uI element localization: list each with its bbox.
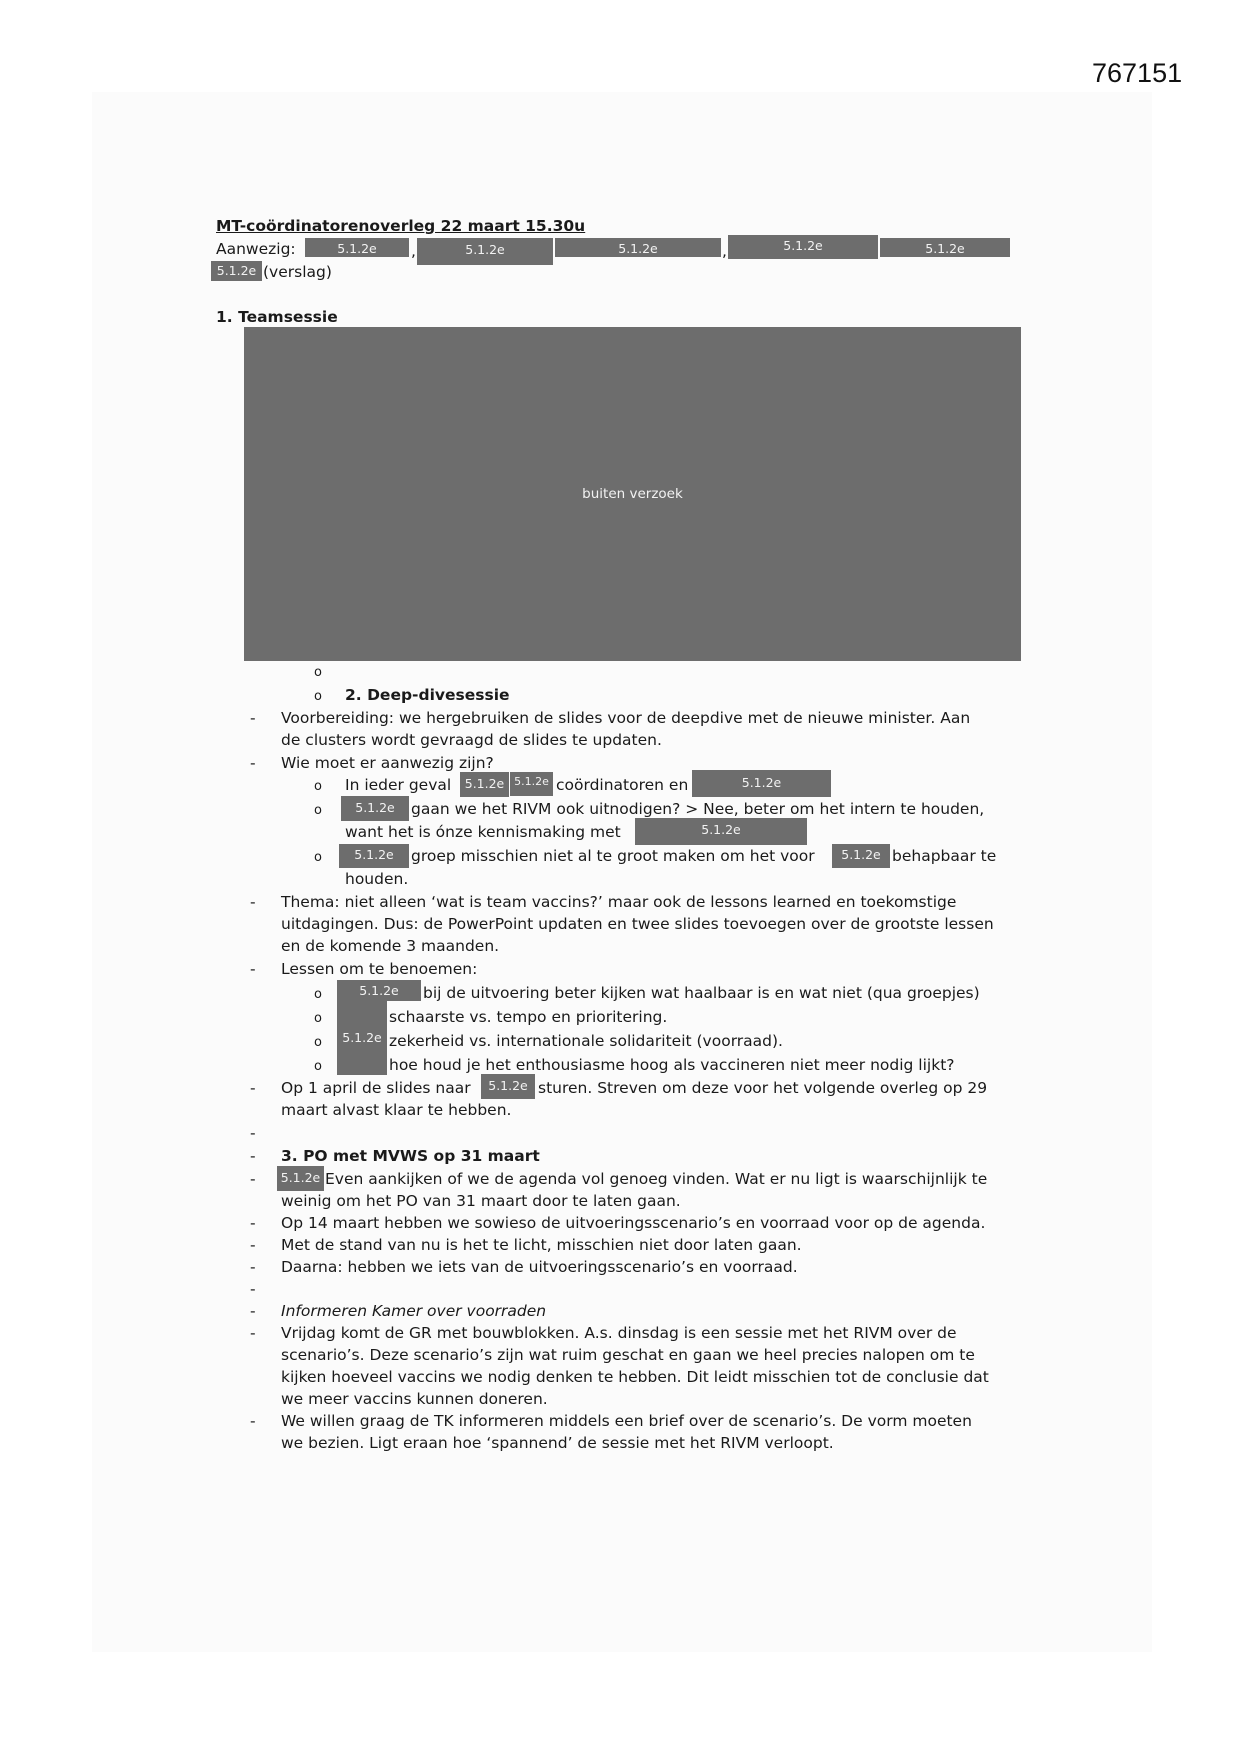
paragraph-line: Thema: niet alleen ‘wat is team vaccins?’ maar ook de lessons learned en toekomstige (281, 893, 957, 911)
verslag-label: (verslag) (263, 263, 332, 281)
dash-bullet: - (250, 1147, 256, 1165)
redaction-box: 5.1.2e (337, 980, 421, 1001)
circle-bullet: o (314, 850, 322, 865)
paragraph-line: coördinatoren en (556, 776, 689, 794)
paragraph-line: en de komende 3 maanden. (281, 937, 500, 955)
dash-bullet: - (250, 1124, 256, 1142)
circle-bullet: o (314, 689, 322, 704)
document-number: 767151 (1092, 58, 1183, 88)
redaction-box: 5.1.2e (305, 238, 409, 257)
redaction-box: 5.1.2e (728, 235, 878, 259)
redaction-box: 5.1.2e (341, 796, 409, 821)
paragraph-line: maart alvast klaar te hebben. (281, 1101, 512, 1119)
redaction-box: 5.1.2e (880, 238, 1010, 257)
paragraph-line: Met de stand van nu is het te licht, misschien niet door laten gaan. (281, 1236, 802, 1254)
circle-bullet: o (314, 1035, 322, 1050)
list-item: zekerheid vs. internationale solidariteit (voorraad). (389, 1032, 783, 1050)
paragraph-line: Wie moet er aanwezig zijn? (281, 754, 494, 772)
dash-bullet: - (250, 1302, 256, 1320)
redaction-box: 5.1.2e (555, 238, 721, 257)
dash-bullet: - (250, 1412, 256, 1430)
redaction-box: 5.1.2e (510, 772, 553, 796)
dash-bullet: - (250, 1214, 256, 1232)
paragraph-line: uitdagingen. Dus: de PowerPoint updaten en twee slides toevoegen over de grootste lessen (281, 915, 994, 933)
paragraph-line: de clusters wordt gevraagd de slides te updaten. (281, 731, 662, 749)
paragraph-line: Op 1 april de slides naar (281, 1079, 471, 1097)
dash-bullet: - (250, 754, 256, 772)
redaction-box: 5.1.2e (339, 844, 409, 868)
paragraph-line: scenario’s. Deze scenario’s zijn wat ruim geschat en gaan we heel precies nalopen om te (281, 1346, 975, 1364)
list-item: hoe houd je het enthousiasme hoog als vaccineren niet meer nodig lijkt? (389, 1056, 955, 1074)
circle-bullet: o (314, 779, 322, 794)
attendees-label: Aanwezig: (216, 240, 296, 258)
circle-bullet: o (314, 1059, 322, 1074)
redaction-box: 5.1.2e (337, 1001, 387, 1075)
redaction-box: 5.1.2e (417, 238, 553, 265)
redaction-box: 5.1.2e (692, 770, 831, 797)
attendees-line (216, 238, 296, 260)
dash-bullet: - (250, 1258, 256, 1276)
dash-bullet: - (250, 1079, 256, 1097)
subheading-informeren-kamer: Informeren Kamer over voorraden (281, 1302, 547, 1320)
paragraph-line: weinig om het PO van 31 maart door te laten gaan. (281, 1192, 681, 1210)
redaction-box: 5.1.2e (481, 1074, 535, 1099)
paragraph-line: want het is ónze kennismaking met (345, 823, 621, 841)
dash-bullet: - (250, 1324, 256, 1342)
circle-bullet: o (314, 803, 322, 818)
section-heading-deep-dive: 2. Deep-divesessie (345, 686, 510, 704)
paragraph-line: Lessen om te benoemen: (281, 960, 478, 978)
circle-bullet: o (314, 1011, 322, 1026)
paragraph-line: we bezien. Ligt eraan hoe ‘spannend’ de sessie met het RIVM verloopt. (281, 1434, 834, 1452)
circle-bullet: o (314, 987, 322, 1002)
list-item: schaarste vs. tempo en prioritering. (389, 1008, 668, 1026)
redaction-box: 5.1.2e (635, 818, 807, 845)
paragraph-line: Op 14 maart hebben we sowieso de uitvoeringsscenario’s en voorraad voor op de agenda. (281, 1214, 986, 1232)
redaction-box: 5.1.2e (211, 261, 262, 281)
paragraph-line: We willen graag de TK informeren middels een brief over de scenario’s. De vorm moeten (281, 1412, 972, 1430)
paragraph-line: In ieder geval (345, 776, 452, 794)
dash-bullet: - (250, 1170, 256, 1188)
page-title: MT-coördinatorenoverleg 22 maart 15.30u (216, 217, 586, 235)
dash-bullet: - (250, 709, 256, 727)
redaction-box: 5.1.2e (460, 772, 509, 797)
circle-bullet: o (314, 665, 322, 680)
redacted-block-buiten-verzoek: buiten verzoek (244, 327, 1021, 661)
paragraph-line: groep misschien niet al te groot maken om het voor (411, 847, 815, 865)
paragraph-line: Vrijdag komt de GR met bouwblokken. A.s. dinsdag is een sessie met het RIVM over de (281, 1324, 957, 1342)
paragraph-line: sturen. Streven om deze voor het volgende overleg op 29 (538, 1079, 988, 1097)
list-item: bij de uitvoering beter kijken wat haalbaar is en wat niet (qua groepjes) (423, 984, 980, 1002)
section-heading-teamsessie: 1. Teamsessie (216, 308, 338, 326)
paragraph-line: Daarna: hebben we iets van de uitvoeringsscenario’s en voorraad. (281, 1258, 798, 1276)
paragraph-line: we meer vaccins kunnen doneren. (281, 1390, 548, 1408)
dash-bullet: - (250, 893, 256, 911)
redaction-box: 5.1.2e (277, 1166, 324, 1191)
paragraph-line: gaan we het RIVM ook uitnodigen? > Nee, beter om het intern te houden, (411, 800, 985, 818)
dash-bullet: - (250, 960, 256, 978)
paragraph-line: Even aankijken of we de agenda vol genoeg vinden. Wat er nu ligt is waarschijnlijk te (325, 1170, 988, 1188)
dash-bullet: - (250, 1236, 256, 1254)
section-heading-po-mvws: 3. PO met MVWS op 31 maart (281, 1147, 540, 1165)
document-page: MT-coördinatorenoverleg 22 maart 15.30u Aanwezig: 5.1.2e , 5.1.2e 5.1.2e , 5.1.2e 5.1.2e 5.1.2e (verslag) 1. Teamsessie buiten verzoek o o 2. Deep-divesessie - Voorbereiding: we hergebruiken de slides voor de deepdive met de nieuwe minister. Aan de clusters wordt gevraagd de slides te updaten. - Wie moet er aanwezig zijn? o In ieder geval 5.1.2e 5.1.2e coördinatoren en 5.1.2e o 5.1.2e gaan we het RIVM ook uitnodigen? > Nee, beter om het intern te houden, want het is ónze kennismaking met 5.1.2e o 5.1.2e groep misschien niet al te groot maken om het voor 5.1.2e behapbaar te houden. - Thema: niet alleen ‘wat is team vaccins?’ maar ook de lessons learned en toekomstige uitdagingen. Dus: de PowerPoint updaten en twee slides toevoegen over de grootste lessen en de komende 3 maanden. - Lessen om te benoemen: 5.1.2e 5.1.2e o bij de uitvoering beter kijken wat haalbaar is en wat niet (qua groepjes) o schaarste vs. tempo en prioritering. o zekerheid vs. internationale solidariteit (voorraad). o hoe houd je het enthousiasme hoog als vaccineren niet meer nodig lijkt? - Op 1 april de slides naar 5.1.2e sturen. Streven om deze voor het volgende overleg op 29 maart alvast klaar te hebben. - - 3. PO met MVWS op 31 maart - 5.1.2e Even aankijken of we de agenda vol genoeg vinden. Wat er nu ligt is waarschijnlijk te weinig om het PO van 31 maart door te laten gaan. - Op 14 maart hebben we sowieso de uitvoeringsscenario’s en voorraad voor op de agenda. - Met de stand van nu is het te licht, misschien niet door laten gaan. - Daarna: hebben we iets van de uitvoeringsscenario’s en voorraad. - - Informeren Kamer over voorraden - Vrijdag komt de GR met bouwblokken. A.s. dinsdag is een sessie met het RIVM over de scenario’s. Deze scenario’s zijn wat ruim geschat en gaan we heel precies nalopen om te kijken hoeveel vaccins we nodig denken te hebben. Dit leidt misschien tot de conclusie dat we meer vaccins kunnen doneren. - We willen graag de TK informeren middels een brief over de scenario’s. De vorm moeten we bezien. Ligt eraan hoe ‘spannend’ de sessie met het RIVM verloopt. (0, 0, 1241, 1754)
dash-bullet: - (250, 1280, 256, 1298)
paragraph-line: houden. (345, 870, 409, 888)
paragraph-line: behapbaar te (892, 847, 997, 865)
paragraph-line: kijken hoeveel vaccins we nodig denken te hebben. Dit leidt misschien tot de conclusie dat (281, 1368, 989, 1386)
redaction-box: 5.1.2e (832, 844, 890, 868)
paragraph-line: Voorbereiding: we hergebruiken de slides voor de deepdive met de nieuwe minister. Aan (281, 709, 971, 727)
